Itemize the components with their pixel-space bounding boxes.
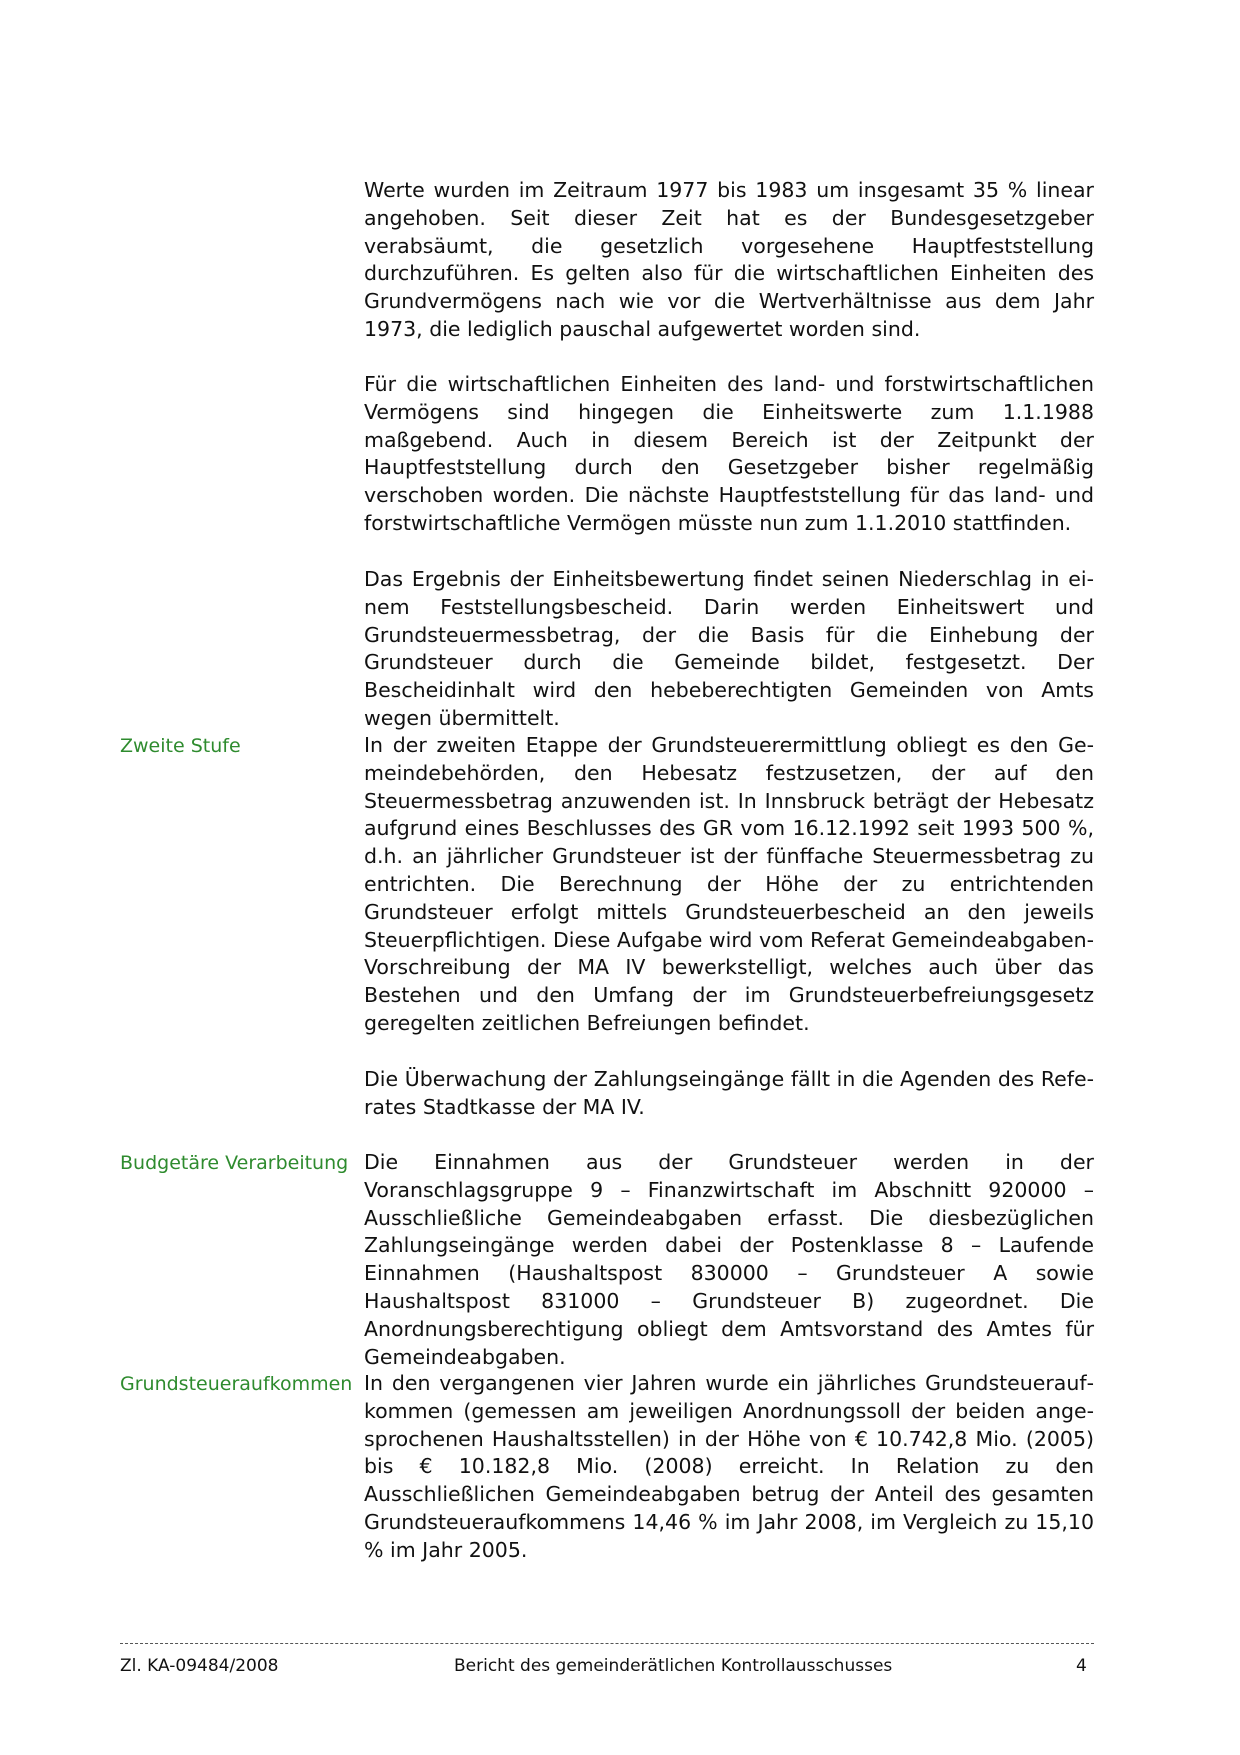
paragraph-einheitswerte-1: Werte wurden im Zeitraum 1977 bis 1983 um insgesamt 35 % linear angehoben. Seit dieser Zeit hat es der Bundesgesetzgeber verabsäumt, die gesetzlich vorgesehene Hauptfeststellung durchzuführen. Es gelten also für die wirtschaftlichen Einheiten des Grundvermögens nach wie vor die Wertverhältnisse aus dem Jahr 1973, die lediglich pauschal aufgewertet worden sind. <box>364 178 1094 341</box>
footer-reference: Zl. KA-09484/2008 <box>120 1656 279 1676</box>
footer-divider <box>120 1643 1094 1644</box>
footer-page-number: 4 <box>1076 1656 1087 1676</box>
paragraph-budgetaere-verarbeitung: Die Einnahmen aus der Grundsteuer werden in der Voranschlagsgruppe 9 – Finanzwirtschaft im Abschnitt 920000 – Ausschließliche Gemeindeabgaben erfasst. Die diesbezüglichen Zahlungseingänge werden dabei der Postenklasse 8 – Laufende Einnahmen (Haushaltspost 830000 – Grundsteuer A sowie Haushaltspost 831000 – Grundsteuer B) zugeordnet. Die Anordnungsberechtigung obliegt dem Amtsvorstand des Amtes für Gemeindeabgaben. <box>364 1150 1094 1369</box>
side-label-grundsteueraufkommen: Grundsteueraufkommen <box>120 1373 353 1395</box>
paragraph-grundsteueraufkommen: In den vergangenen vier Jahren wurde ein jährliches Grundsteueraufkommen (gemessen am jeweiligen Anordnungssoll der beiden angesprochenen Haushaltsstellen) in der Höhe von € 10.742,8 Mio. (2005) bis € 10.182,8 Mio. (2008) erreicht. In Relation zu den Ausschließlichen Gemeindeabgaben betrug der Anteil des gesamten Grundsteueraufkommens 14,46 % im Jahr 2008, im Vergleich zu 15,10 % im Jahr 2005. <box>364 1371 1094 1562</box>
paragraph-feststellungsbescheid: Das Ergebnis der Einheitsbewertung findet seinen Niederschlag in einem Feststellungsbescheid. Darin werden Einheitswert und Grundsteuermessbetrag, der die Basis für die Einhebung der Grundsteuer durch die Gemeinde bildet, festgesetzt. Der Bescheidinhalt wird den hebeberechtigten Gemeinden von Amts wegen übermittelt. <box>364 567 1094 730</box>
side-label-zweite-stufe: Zweite Stufe <box>120 735 241 757</box>
side-label-budgetaere-verarbeitung: Budgetäre Verarbeitung <box>120 1152 349 1174</box>
paragraph-land-forst: Für die wirtschaftlichen Einheiten des land- und forstwirtschaftlichen Vermögens sind hingegen die Einheitswerte zum 1.1.1988 maßgebend. Auch in diesem Bereich ist der Zeitpunkt der Hauptfeststellung durch den Gesetzgeber bisher regelmäßig verschoben worden. Die nächste Hauptfeststellung für das land- und forstwirtschaftliche Vermögen müsste nun zum 1.1.2010 stattfinden. <box>364 372 1094 535</box>
paragraph-zweite-stufe: In der zweiten Etappe der Grundsteuerermittlung obliegt es den Gemeindebehörden, den Hebesatz festzusetzen, der auf den Steuermessbetrag anzuwenden ist. In Innsbruck beträgt der Hebesatz aufgrund eines Beschlusses des GR vom 16.12.1992 seit 1993 500 %, d.h. an jährlicher Grundsteuer ist der fünffache Steuermessbetrag zu entrichten. Die Berechnung der Höhe der zu entrichtenden Grundsteuer erfolgt mittels Grundsteuerbescheid an den jeweils Steuerpflichtigen. Diese Aufgabe wird vom Referat Gemeindeabgaben-Vorschreibung der MA IV bewerkstelligt, welches auch über das Bestehen und den Umfang der im Grundsteuerbefreiungsgesetz geregelten zeitlichen Befreiungen befindet. <box>364 733 1094 1035</box>
paragraph-zahlungseingaenge: Die Überwachung der Zahlungseingänge fällt in die Agenden des Referates Stadtkasse der MA IV. <box>364 1067 1094 1119</box>
footer-title: Bericht des gemeinderätlichen Kontrollausschusses <box>454 1656 893 1676</box>
